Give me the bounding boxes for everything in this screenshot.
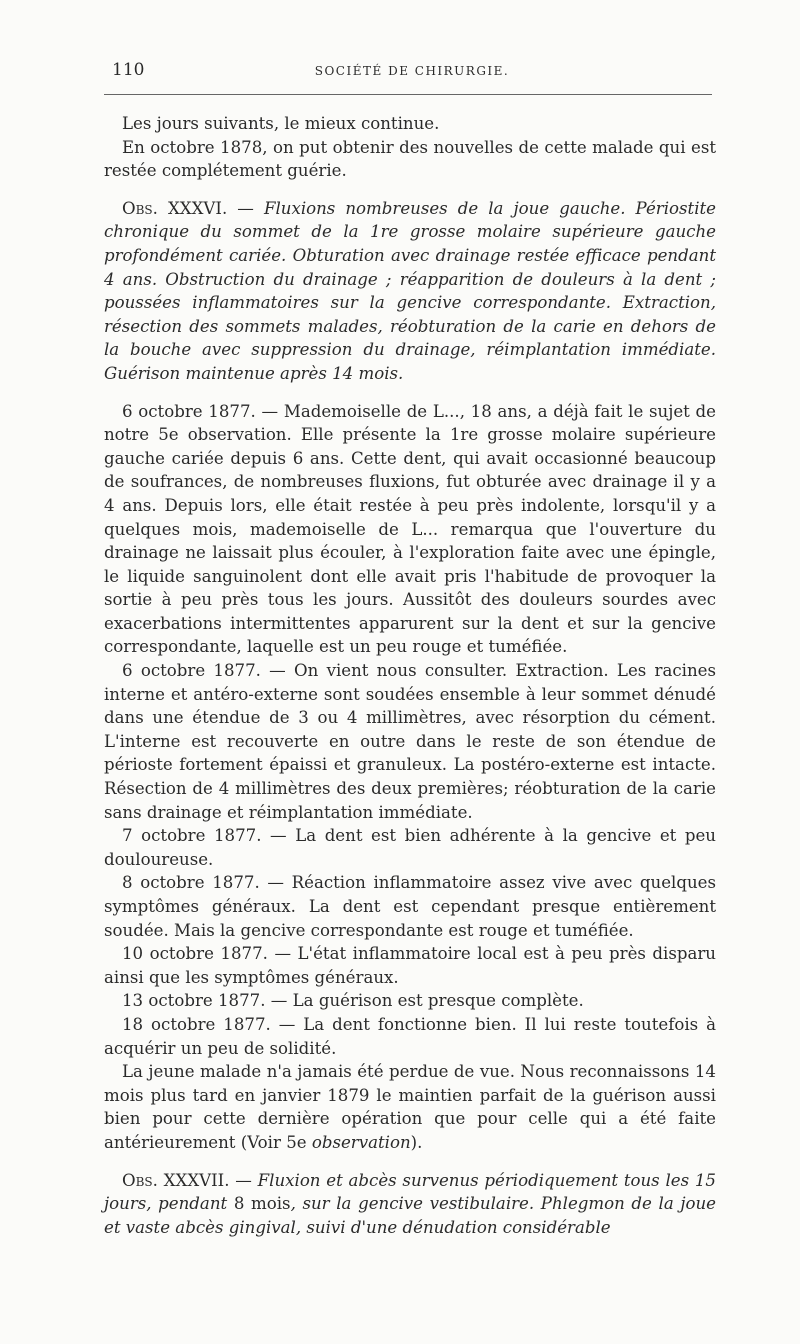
- observation-title-roman: 8 mois: [233, 1194, 291, 1214]
- observation-heading-36: [104, 197, 716, 386]
- running-header: [112, 60, 712, 86]
- paragraph: 6 octobre 1877. — On vient nous consulter. Extraction. Les racines interne et antéro-externe sont soudées ensemble à leur sommet dénudé dans une étendue de 3 ou 4 millimètres, avec résorption du cément. L'interne est recouverte en outre dans le reste de son étendue de périoste fortement épaissi et granuleux. La postéro-externe est intacte. Résection de 4 millimètres des deux premières; réobturation de la carie sans drainage et réimplantation immédiate.: [104, 661, 716, 822]
- running-title: SOCIÉTÉ DE CHIRURGIE.: [314, 64, 510, 78]
- observation-label: Obs. XXXVII.: [122, 1170, 230, 1190]
- paragraph: 8 octobre 1877. — Réaction inflammatoire assez vive avec quelques symptômes généraux. La dent est cependant presque entièrement soudée. Mais la gencive correspondante est rouge et tuméfiée.: [104, 873, 716, 940]
- observation-dash: —: [227, 198, 264, 218]
- paragraph: 18 octobre 1877. — La dent fonctionne bien. Il lui reste toutefois à acquérir un peu de solidité.: [104, 1014, 716, 1058]
- paragraph: 13 octobre 1877. — La guérison est presque complète.: [122, 991, 584, 1011]
- header-rule: [104, 94, 712, 95]
- observation-title: Fluxions nombreuses de la joue gauche. Périostite chronique du sommet de la 1re grosse molaire supérieure gauche profondément cariée. Obturation avec drainage restée efficace pendant 4 ans. Obstruction du drainage ; réapparition de douleurs à la dent ; poussées inflammatoires sur la gencive correspondante. Extraction, résection des sommets malades, réobturation de la carie en dehors de la bouche avec suppression du drainage, réimplantation immédiate. Guérison maintenue après 14 mois.: [104, 198, 716, 383]
- paragraph: [104, 1060, 716, 1154]
- observation-dash: —: [229, 1170, 258, 1190]
- paragraph: 7 octobre 1877. — La dent est bien adhérente à la gencive et peu douloureuse.: [104, 826, 716, 869]
- observation-heading-37: [104, 1169, 716, 1240]
- paragraph: Les jours suivants, le mieux continue.: [122, 114, 440, 133]
- paragraph: 6 octobre 1877. — Mademoiselle de L..., 18 ans, a déjà fait le sujet de notre 5e observation. Elle présente la 1re grosse molaire supérieure gauche cariée depuis 6 ans. Cette dent, qui avait occasionné beaucoup de soufrances, de nombreuses fluxions, fut obturée avec drainage il y a 4 ans. Depuis lors, elle était restée à peu près indolente, lorsqu'il y a quelques mois, mademoiselle de L... remarqua que l'ouverture du drainage ne laissait plus écouler, à l'exploration faite avec une épingle, le liquide sanguinolent dont elle avait pris l'habitude de provoquer la sortie à peu près tous les jours. Aussitôt des douleurs sourdes avec exacerbations intermittentes apparurent sur la dent et sur la gencive correspondante, laquelle est un peu rouge et tuméfiée.: [104, 401, 716, 657]
- paragraph: En octobre 1878, on put obtenir des nouvelles de cette malade qui est restée complétement guérie.: [104, 137, 716, 181]
- page-number: 110: [112, 60, 145, 80]
- text-body: [104, 112, 716, 1239]
- observation-title: Fluxion et abcès survenus périodiquement tous les 15 jours, pendant: [104, 1170, 716, 1214]
- observation-label: Obs. XXXVI.: [122, 198, 228, 218]
- text-run-italic: observation: [311, 1132, 411, 1152]
- text-run: ).: [410, 1132, 423, 1152]
- text-run: La jeune malade n'a jamais été perdue de vue. Nous reconnaissons 14 mois plus tard en janvier 1879 le maintien parfait de la guérison aussi bien pour cette dernière opération que pour celle qui a été faite antérieurement (Voir 5e: [104, 1062, 716, 1152]
- observation-title: , sur la gencive vestibulaire. Phlegmon de la joue et vaste abcès gingival, suivi d'une dénudation considérable: [104, 1194, 716, 1237]
- paragraph: 10 octobre 1877. — L'état inflammatoire local est à peu près disparu ainsi que les symptômes généraux.: [104, 944, 716, 987]
